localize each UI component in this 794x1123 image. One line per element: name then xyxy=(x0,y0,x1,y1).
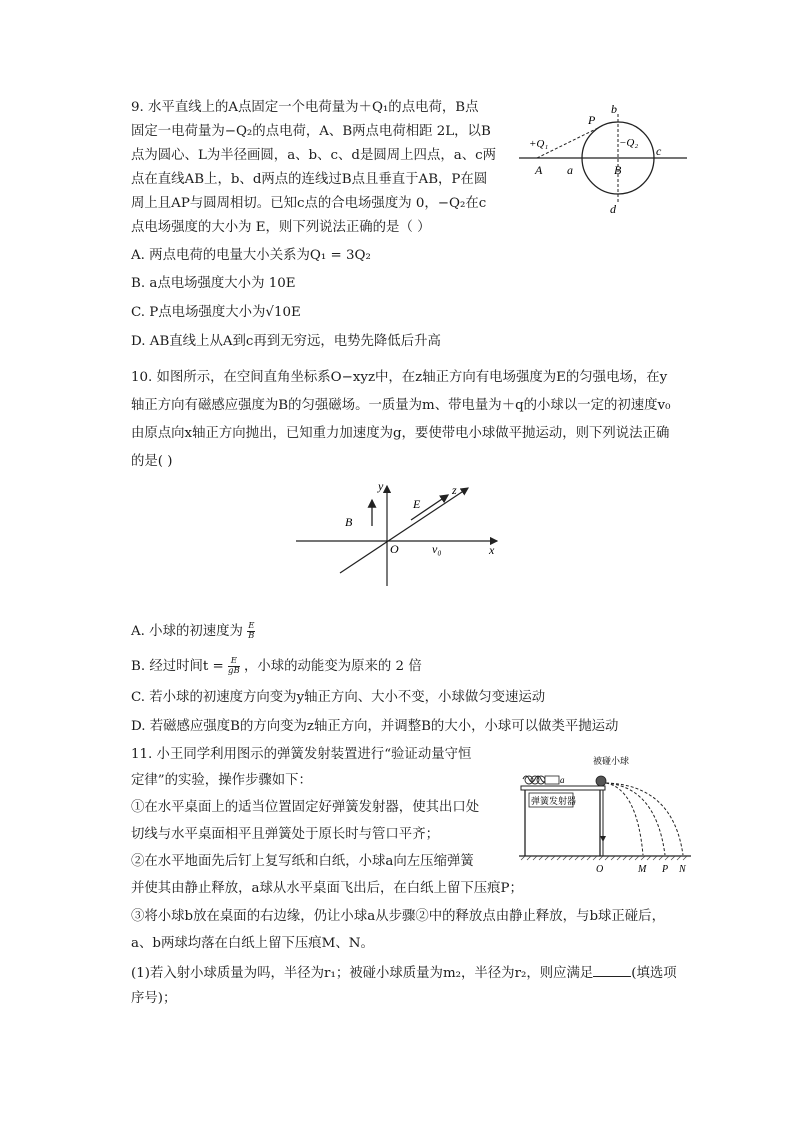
q11-line-1: 11. 小王同学利用图示的弹簧发射装置进行“验证动量守恒 xyxy=(131,747,472,762)
fraction-denominator: gB xyxy=(228,666,240,676)
label-p: P xyxy=(588,113,596,127)
launcher-label: 弹簧发射器 xyxy=(531,797,577,807)
z-axis xyxy=(340,488,468,573)
label-q2: −Q₂ xyxy=(619,137,639,149)
label-target-ball: 被碰小球 xyxy=(593,757,630,767)
q10-option-c: C. 若小球的初速度方向变为y轴正方向、大小不变，小球做匀变速运动 xyxy=(131,690,546,705)
label-p: P xyxy=(662,864,669,875)
label-v0: v₀ xyxy=(432,542,442,556)
fraction-numerator: E xyxy=(248,621,255,631)
q10-option-b-fraction xyxy=(228,657,240,676)
label-n: N xyxy=(679,864,686,875)
q9-line-3: 点为圆心、L为半径画圆，a、b、c、d是圆周上四点，a、c两 xyxy=(131,148,496,163)
q10-option-a-text: A. 小球的初速度为 xyxy=(131,624,243,639)
label-e: E xyxy=(413,497,421,511)
trajectory-p xyxy=(606,783,665,855)
answer-blank[interactable] xyxy=(593,964,631,977)
label-x: x xyxy=(489,543,495,557)
q10-option-b-suffix: ，小球的动能变为原来的 2 倍 xyxy=(243,659,422,674)
table-top xyxy=(521,786,605,790)
q11-sub1-text: (1)若入射小球质量为吗，半径为r₁；被碰小球质量为m₂，半径为r₂，则应满足 xyxy=(131,966,594,981)
trajectory-m xyxy=(606,783,643,855)
label-q1: +Q₁ xyxy=(529,138,549,150)
fraction-numerator: E xyxy=(228,657,240,667)
label-m: M xyxy=(638,864,647,875)
q9-line-4: 点在直线AB上，b、d两点的连线过B点且垂直于AB，P在圆 xyxy=(131,172,488,187)
q10-line-4: 的是( ) xyxy=(131,454,173,469)
q10-option-a-fraction xyxy=(247,622,255,641)
launcher-tube xyxy=(545,776,559,784)
q9-option-b: B. a点电场强度大小为 10E xyxy=(131,276,296,291)
q9-circle-figure xyxy=(515,100,690,218)
label-a-lower: a xyxy=(567,163,573,177)
q9-line-6: 点电场强度的大小为 E，则下列说法正确的是（ ） xyxy=(131,220,431,235)
label-b-upper: B xyxy=(614,163,622,177)
q10-option-b xyxy=(131,657,422,676)
q9-option-d: D. AB直线上从A到c再到无穷远，电势先降低后升高 xyxy=(131,334,441,349)
q9-option-a: A. 两点电荷的电量大小关系为Q₁ = 3Q₂ xyxy=(131,248,371,263)
trajectory-n xyxy=(606,783,683,855)
q11-subquestion-1 xyxy=(131,964,677,982)
q9-line-2: 固定一电荷量为−Q₂的点电荷，A、B两点电荷相距 2L，以B xyxy=(131,124,491,139)
q11-sub1-suffix: (填选项 xyxy=(631,966,677,981)
q11-subquestion-1-cont: 序号)； xyxy=(131,991,177,1006)
q10-line-3: 由原点向x轴正方向抛出，已知重力加速度为g，要使带电小球做平抛运动，则下列说法正确 xyxy=(131,426,670,441)
q11-launcher-figure xyxy=(515,753,695,875)
label-c: c xyxy=(656,144,662,158)
q10-line-2: 轴正方向有磁感应强度为B的匀强磁场。一质量为m、带电量为＋q的小球以一定的初速度v₀ xyxy=(131,398,671,413)
label-o: O xyxy=(390,542,399,556)
q10-option-d: D. 若磁感应强度B的方向变为z轴正方向，并调整B的大小，小球可以做类平抛运动 xyxy=(131,719,619,734)
label-a: a xyxy=(560,775,565,785)
fraction-denominator: B xyxy=(248,631,255,641)
q11-step-1-cont: 切线与水平桌面相平且弹簧处于原长时与管口平齐； xyxy=(131,827,439,842)
q10-axes-figure xyxy=(290,478,510,590)
q11-line-2: 定律”的实验，操作步骤如下： xyxy=(131,773,312,788)
label-d: d xyxy=(610,202,616,216)
q10-option-a xyxy=(131,622,255,641)
target-ball xyxy=(596,776,606,786)
label-b-top: b xyxy=(611,102,617,116)
q11-step-1: ①在水平桌面上的适当位置固定好弹簧发射器，使其出口处 xyxy=(131,800,480,815)
q9-line-5: 周上且AP与圆周相切。已知c点的合电场强度为 0，−Q₂在c xyxy=(131,196,487,211)
q11-step-2: ②在水平地面先后钉上复写纸和白纸，小球a向左压缩弹簧 xyxy=(131,854,474,869)
q11-step-3: ③将小球b放在桌面的右边缘，仍让小球a从步骤②中的释放点由静止释放，与b球正碰后， xyxy=(131,909,665,924)
q9-line-1: 9. 水平直线上的A点固定一个电荷量为＋Q₁的点电荷，B点 xyxy=(131,100,479,115)
q11-step-2-cont: 并使其由静止释放，a球从水平桌面飞出后，在白纸上留下压痕P； xyxy=(131,881,523,896)
label-o: O xyxy=(596,864,604,875)
label-z: z xyxy=(452,483,457,497)
label-y: y xyxy=(378,479,384,493)
q10-option-b-text: B. 经过时间t = xyxy=(131,659,229,674)
q9-option-c: C. P点电场强度大小为√10E xyxy=(131,305,301,320)
label-b: B xyxy=(345,515,353,529)
q11-step-3-cont: a、b两球均落在白纸上留下压痕M、N。 xyxy=(131,936,374,951)
label-a-upper: A xyxy=(535,163,543,177)
q10-line-1: 10. 如图所示，在空间直角坐标系O−xyz中，在z轴正方向有电场强度为E的匀强电场，在y xyxy=(131,370,668,385)
